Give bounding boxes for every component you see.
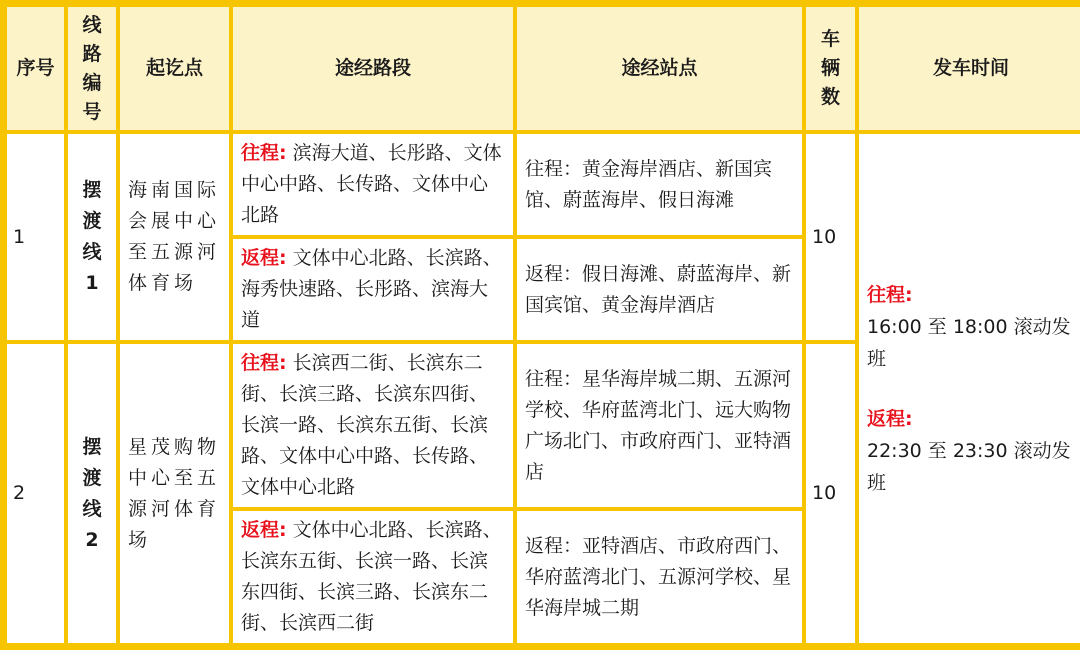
route-return-roads <box>231 509 515 645</box>
departure-gap <box>867 375 1075 403</box>
header-line-code-char: 编 <box>82 71 102 94</box>
route-outbound-stops: 往程：星华海岸城二期、五源河学校、华府蓝湾北门、远大购物广场北门、市政府西门、亚特酒店 <box>515 342 804 509</box>
departure-return-time: 22:30 至 23:30 滚动发班 <box>867 439 1071 494</box>
route-line-code <box>66 132 118 342</box>
label-colon: : <box>279 519 287 541</box>
header-seq: 序号 <box>5 5 66 132</box>
route-seq: 1 <box>5 132 66 342</box>
return-roads-text: 文体中心北路、长滨路、海秀快速路、长彤路、滨海大道 <box>241 247 502 331</box>
return-label: 返程 <box>241 519 280 541</box>
route-endpoints: 星茂购物中心至五源河体育场 <box>118 342 231 645</box>
header-line-code <box>66 5 118 132</box>
departure-return-label: 返程: <box>867 407 913 430</box>
header-vehicles-char: 数 <box>820 86 840 108</box>
departure-return <box>867 403 1075 499</box>
departure-outbound-label: 往程: <box>867 283 913 306</box>
header-vehicles-char: 车 <box>820 28 840 50</box>
route-endpoints: 海南国际会展中心至五源河体育场 <box>118 132 231 342</box>
label-colon: : <box>279 247 287 269</box>
route-outbound-roads <box>231 132 515 237</box>
line-code-char: 2 <box>85 528 99 551</box>
route-vehicles: 10 <box>804 342 857 645</box>
table-row <box>5 132 1080 237</box>
departure-outbound-time: 16:00 至 18:00 滚动发班 <box>867 315 1071 370</box>
route-seq: 2 <box>5 342 66 645</box>
outbound-label: 往程 <box>241 352 280 374</box>
header-vehicles-char: 辆 <box>820 57 840 79</box>
header-roads: 途经路段 <box>231 5 515 132</box>
label-colon: : <box>279 352 287 374</box>
route-return-stops: 返程：假日海滩、蔚蓝海岸、新国宾馆、黄金海岸酒店 <box>515 237 804 342</box>
line-code-char: 渡 <box>82 210 102 232</box>
header-line-code-char: 号 <box>82 100 102 123</box>
line-code-char: 渡 <box>82 466 102 489</box>
line-code-char: 线 <box>82 241 102 263</box>
outbound-roads-text: 滨海大道、长彤路、文体中心中路、长传路、文体中心北路 <box>241 142 502 226</box>
header-row <box>5 5 1080 132</box>
route-line-code <box>66 342 118 645</box>
route-return-roads <box>231 237 515 342</box>
label-colon: : <box>279 142 287 164</box>
outbound-label: 往程 <box>241 142 280 164</box>
outbound-roads-text: 长滨西二街、长滨东二街、长滨三路、长滨东四街、长滨一路、长滨东五街、长滨路、文体中心中路、长传路、文体中心北路 <box>241 352 489 498</box>
route-return-stops: 返程：亚特酒店、市政府西门、华府蓝湾北门、五源河学校、星华海岸城二期 <box>515 509 804 645</box>
header-vehicles <box>804 5 857 132</box>
header-line-code-char: 线 <box>82 13 102 36</box>
line-code-char: 线 <box>82 497 102 520</box>
departure-outbound <box>867 279 1075 375</box>
return-label: 返程 <box>241 247 280 269</box>
route-vehicles: 10 <box>804 132 857 342</box>
line-code-char: 摆 <box>82 435 102 458</box>
line-code-char: 1 <box>85 272 99 294</box>
header-stops: 途经站点 <box>515 5 804 132</box>
line-code-char: 摆 <box>82 179 102 201</box>
header-line-code-char: 路 <box>82 42 102 65</box>
route-outbound-roads <box>231 342 515 509</box>
return-roads-text: 文体中心北路、长滨路、长滨东五街、长滨一路、长滨东四街、长滨三路、长滨东二街、长滨西二街 <box>241 519 502 634</box>
departure-times <box>857 132 1080 645</box>
route-outbound-stops: 往程：黄金海岸酒店、新国宾馆、蔚蓝海岸、假日海滩 <box>515 132 804 237</box>
header-endpoints: 起讫点 <box>118 5 231 132</box>
header-departure: 发车时间 <box>857 5 1080 132</box>
